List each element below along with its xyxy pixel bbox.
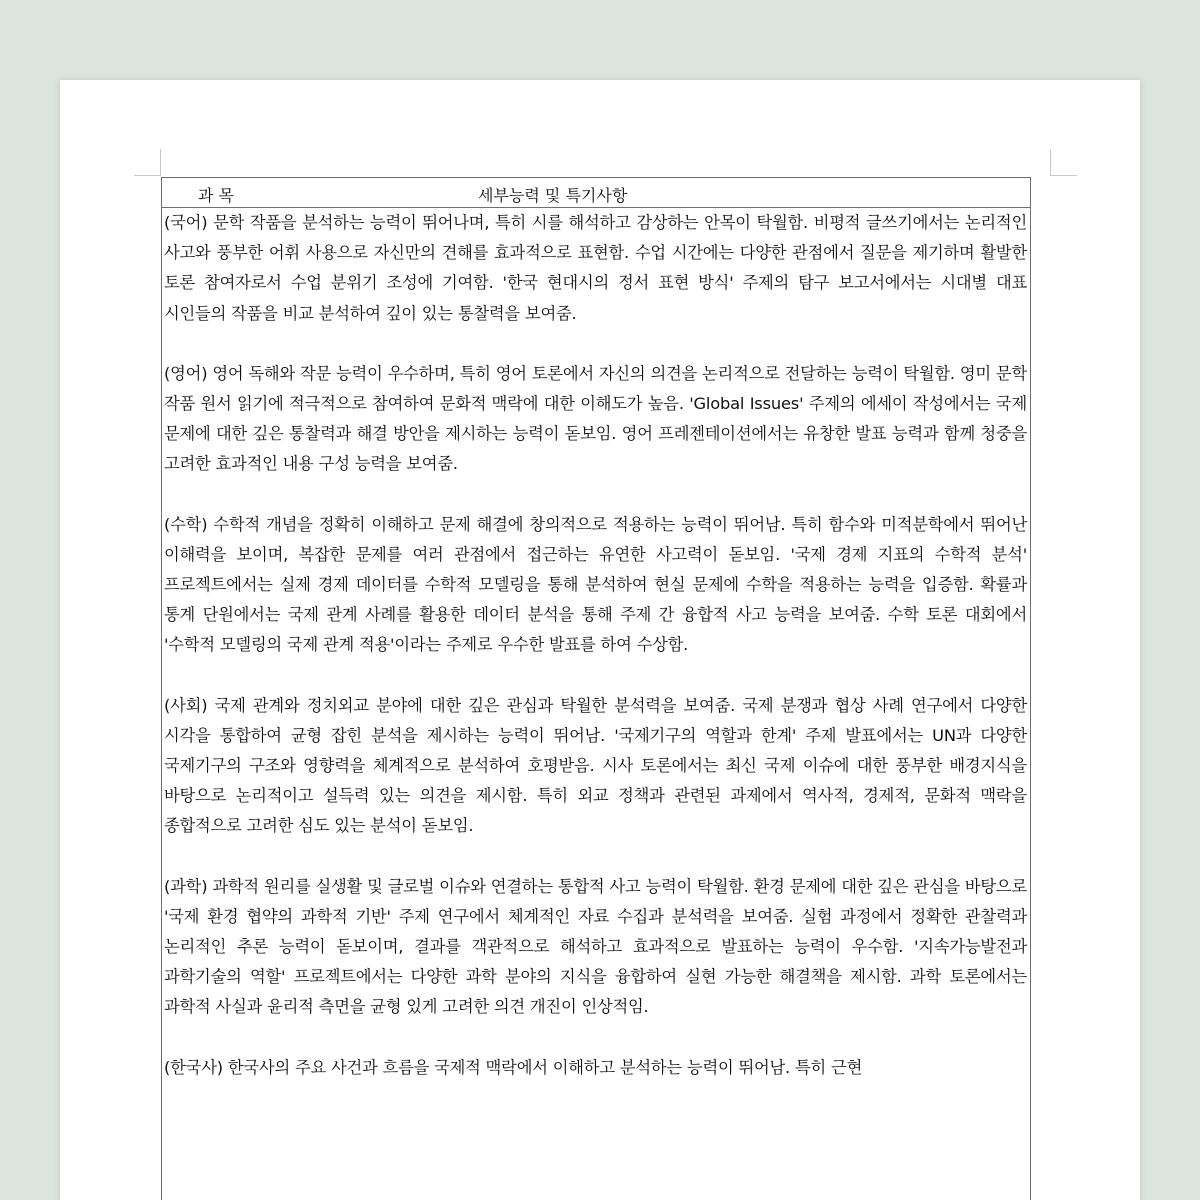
paragraph-social: (사회) 국제 관계와 정치외교 분야에 대한 깊은 관심과 탁월한 분석력을 보여줌. 국제 분쟁과 협상 사례 연구에서 다양한 시각을 통합하여 균형 잡힌 분석을 제시하는 능력이 뛰어남. '국제기구의 역할과 한계' 주제 발표에서는 UN과 다양한 국제기구의 구조와 영향력을 체계적으로 분석하여 호평받음. 시사 토론에서는 최신 국제 이슈에 대한 풍부한 배경지식을 바탕으로 논리적이고 설득력 있는 의견을 제시함. 특히 외교 정책과 관련된 과제에서 역사적, 경제적, 문화적 맥락을 종합적으로 고려한 심도 있는 분석이 돋보임.	[164, 695, 1027, 836]
document-page	[60, 80, 1140, 1200]
paragraph-math: (수학) 수학적 개념을 정확히 이해하고 문제 해결에 창의적으로 적용하는 능력이 뛰어남. 특히 함수와 미적분학에서 뛰어난 이해력을 보이며, 복잡한 문제를 여러 관점에서 접근하는 유연한 사고력이 돋보임. '국제 경제 지표의 수학적 분석' 프로젝트에서는 실제 경제 데이터를 수학적 모델링을 통해 분석하여 현실 문제에 수학을 적용하는 능력을 입증함. 확률과 통계 단원에서는 국제 관계 사례를 활용한 데이터 분석을 통해 주제 간 융합적 사고 능력을 보여줌. 수학 토론 대회에서 '수학적 모델링의 국제 관계 적용'이라는 주제로 우수한 발표를 하여 수상함.	[164, 514, 1027, 655]
paragraph-science: (과학) 과학적 원리를 실생활 및 글로벌 이슈와 연결하는 통합적 사고 능력이 탁월함. 환경 문제에 대한 깊은 관심을 바탕으로 '국제 환경 협약의 과학적 기반' 주제 연구에서 체계적인 자료 수집과 분석력을 보여줌. 실험 과정에서 정확한 관찰력과 논리적인 추론 능력이 돋보이며, 결과를 객관적으로 해석하고 효과적으로 발표하는 능력이 우수함. '지속가능발전과 과학기술의 역할' 프로젝트에서는 다양한 과학 분야의 지식을 융합하여 실현 가능한 해결책을 제시함. 과학 토론에서는 과학적 사실과 윤리적 측면을 균형 있게 고려한 의견 개진이 인상적임.	[164, 876, 1027, 1017]
paragraph-korean: (국어) 문학 작품을 분석하는 능력이 뛰어나며, 특히 시를 해석하고 감상하는 안목이 탁월함. 비평적 글쓰기에서는 논리적인 사고와 풍부한 어휘 사용으로 자신만의 견해를 효과적으로 표현함. 수업 시간에는 다양한 관점에서 질문을 제기하며 활발한 토론 참여자로서 수업 분위기 조성에 기여함. '한국 현대시의 정서 표현 방식' 주제의 탐구 보고서에서는 시대별 대표 시인들의 작품을 비교 분석하여 깊이 있는 통찰력을 보여줌.	[164, 213, 1027, 323]
record-table	[161, 177, 1031, 1200]
header-subject: 과 목	[198, 186, 234, 205]
table-header-row	[162, 178, 1030, 208]
paragraph-korean-history: (한국사) 한국사의 주요 사건과 흐름을 국제적 맥락에서 이해하고 분석하는 능력이 뛰어남. 특히 근현	[164, 1057, 863, 1077]
margin-corner-mark-top-right	[1050, 149, 1077, 176]
header-details: 세부능력 및 특기사항	[478, 186, 628, 205]
table-body-cell[interactable]	[162, 208, 1030, 1083]
margin-corner-mark-top-left	[134, 149, 161, 176]
paragraph-english: (영어) 영어 독해와 작문 능력이 우수하며, 특히 영어 토론에서 자신의 의견을 논리적으로 전달하는 능력이 탁월함. 영미 문학 작품 원서 읽기에 적극적으로 참여하여 문화적 맥락에 대한 이해도가 높음. 'Global Issues' 주제의 에세이 작성에서는 국제 문제에 대한 깊은 통찰력과 해결 방안을 제시하는 능력이 돋보임. 영어 프레젠테이션에서는 유창한 발표 능력과 함께 청중을 고려한 효과적인 내용 구성 능력을 보여줌.	[164, 363, 1027, 474]
